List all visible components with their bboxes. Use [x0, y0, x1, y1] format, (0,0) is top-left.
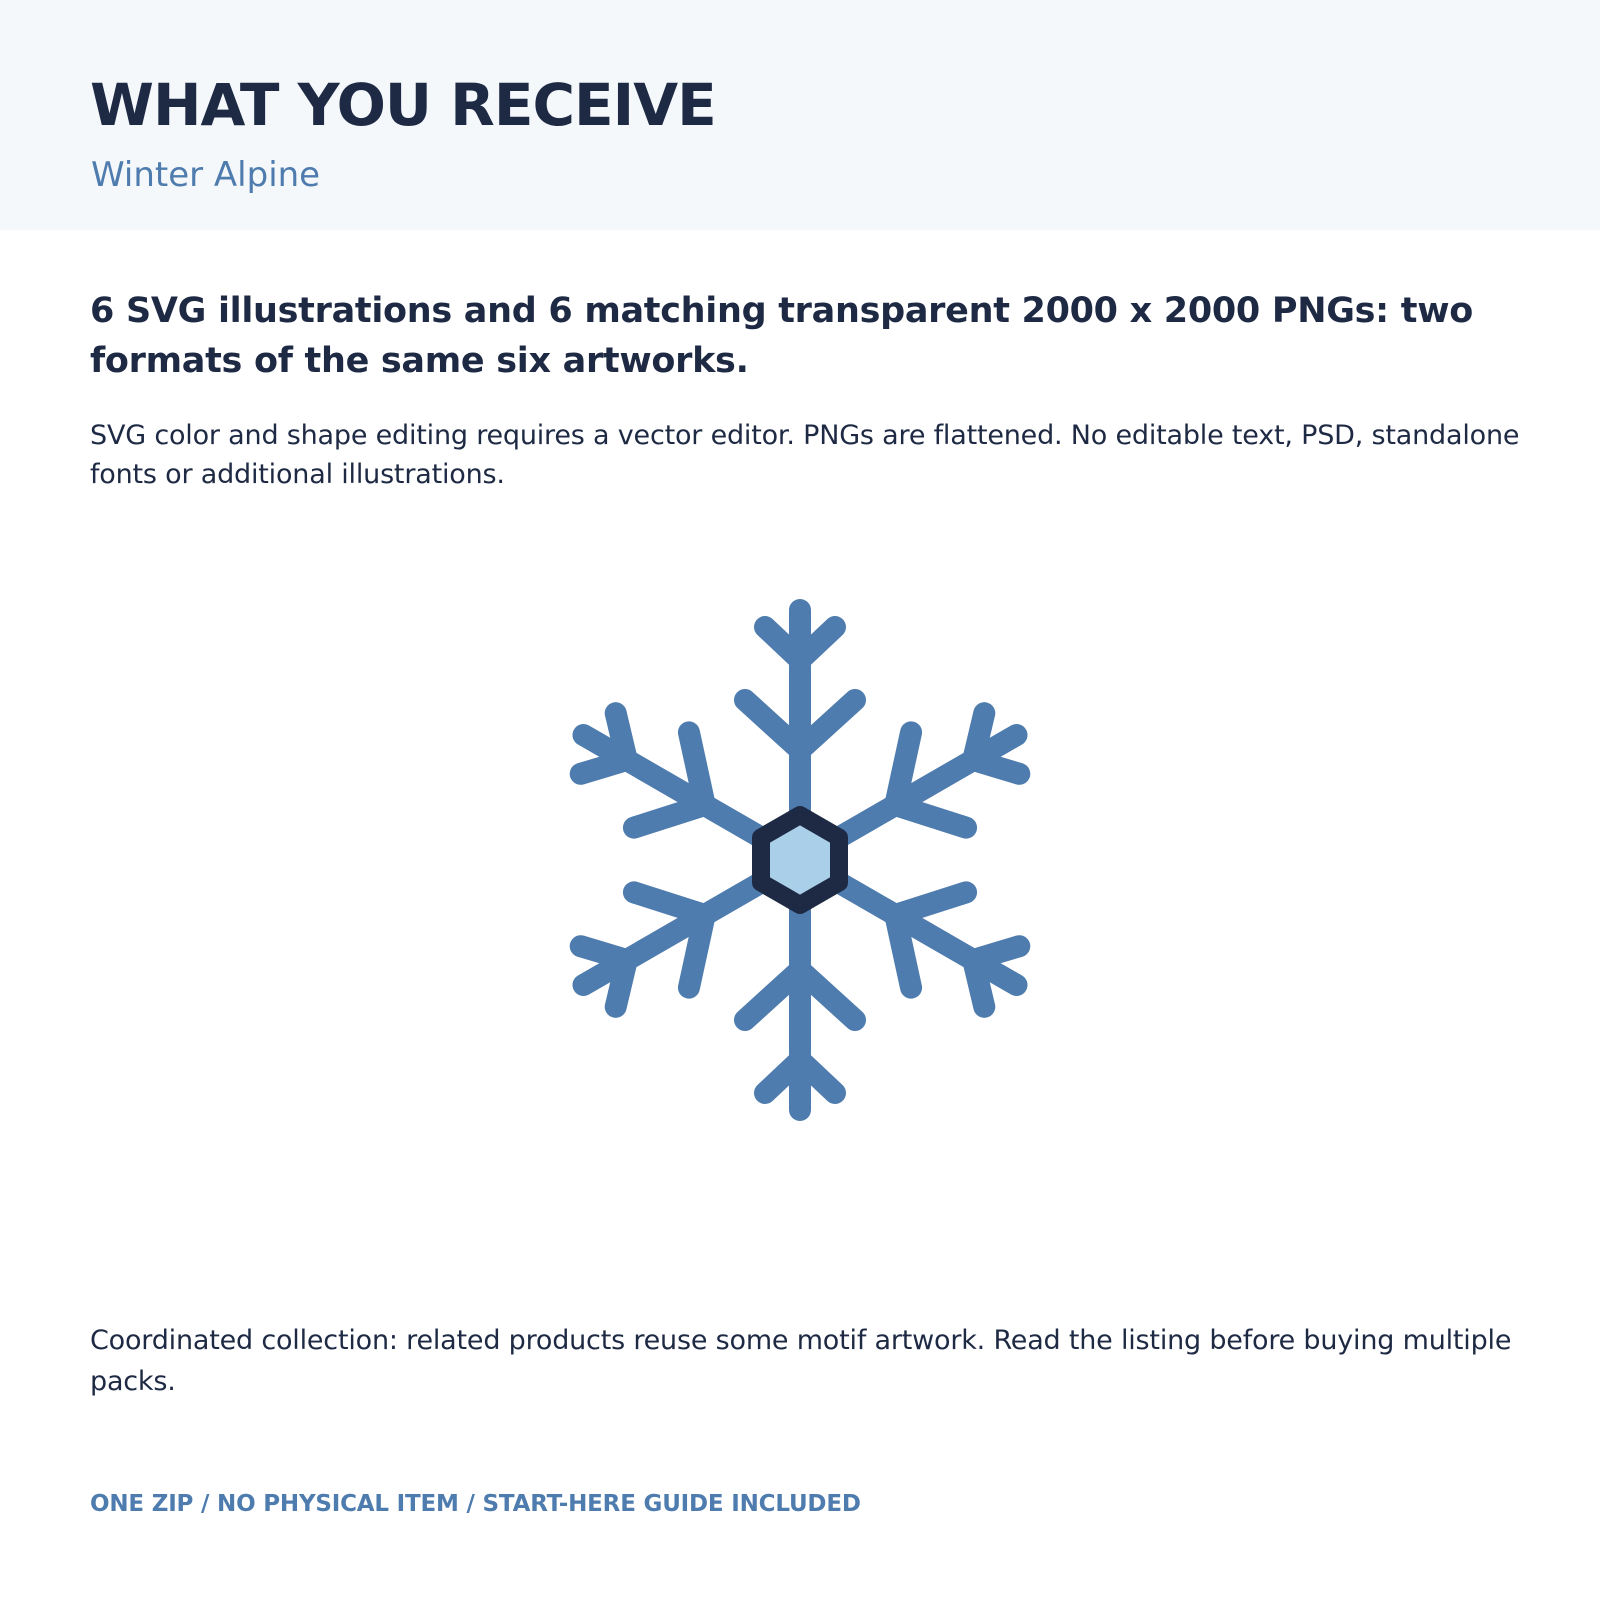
delivery-summary: ONE ZIP / NO PHYSICAL ITEM / START-HERE GUIDE INCLUDED	[90, 1491, 861, 1517]
snowflake-icon	[540, 590, 1060, 1150]
page-subtitle: Winter Alpine	[91, 155, 321, 195]
product-headline: 6 SVG illustrations and 6 matching transparent 2000 x 2000 PNGs: two formats of the same six artworks.	[90, 291, 1473, 381]
format-note: SVG color and shape editing requires a vector editor. PNGs are flattened. No editable text, PSD, standalone fonts or additional illustrations.	[90, 420, 1520, 490]
header	[0, 0, 1600, 230]
collection-note: Coordinated collection: related products reuse some motif artwork. Read the listing before buying multiple packs.	[90, 1325, 1512, 1397]
page-title: WHAT YOU RECEIVE	[90, 71, 716, 139]
